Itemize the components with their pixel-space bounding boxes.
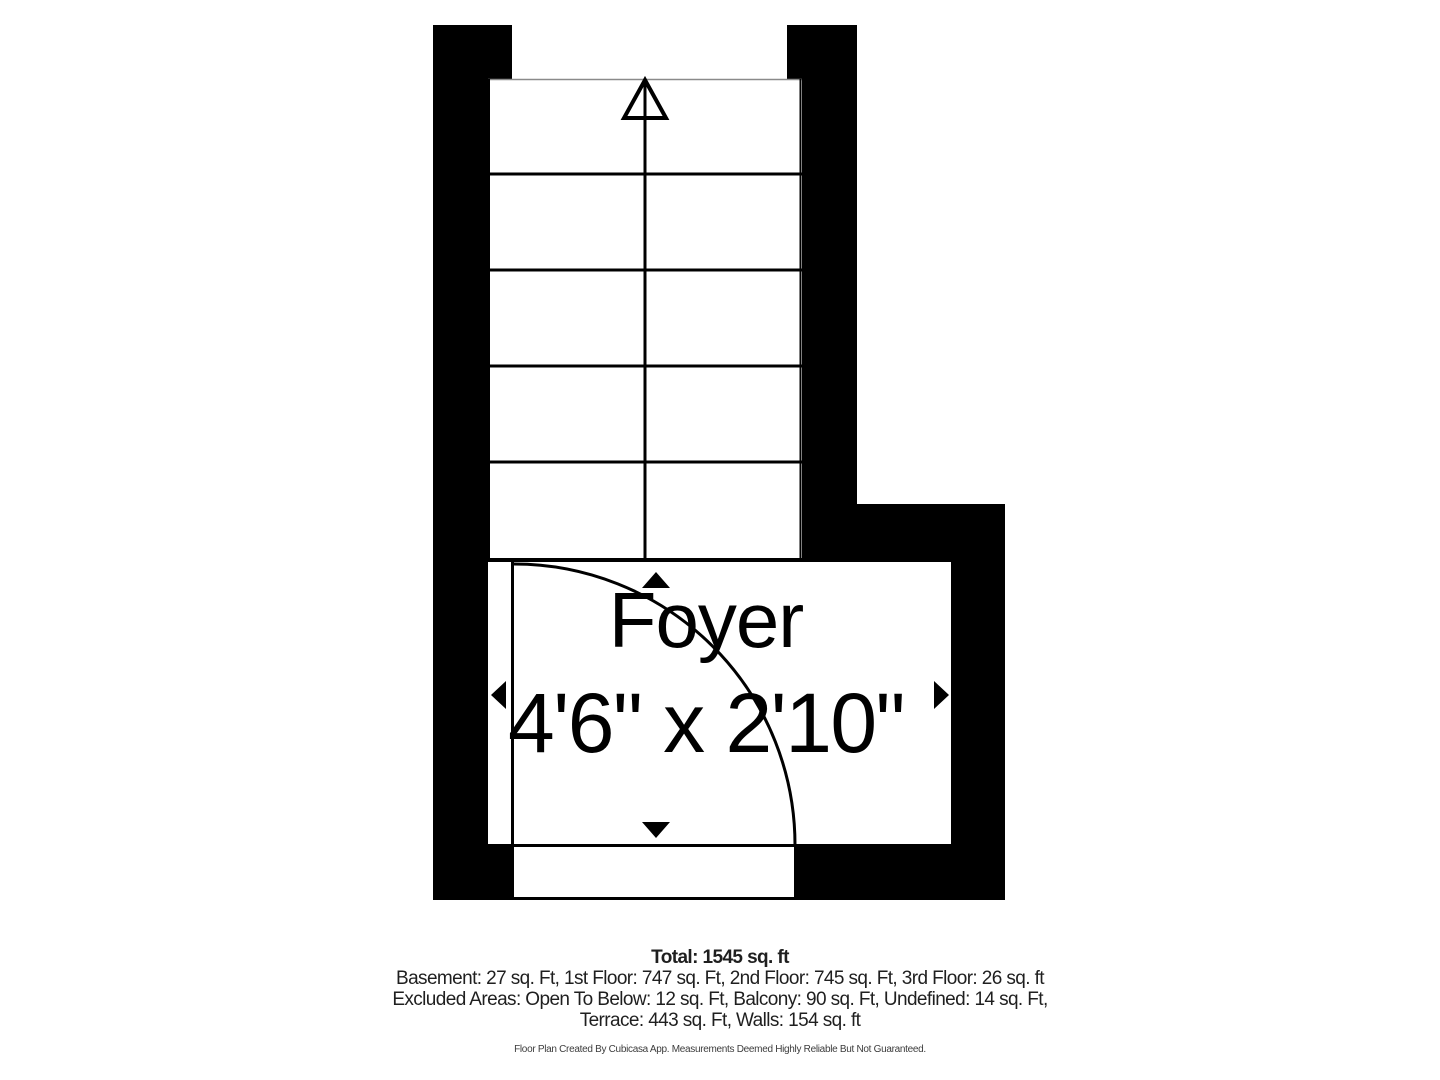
total-area-text: Total: 1545 sq. ft [651,947,789,968]
floor-areas-text: Basement: 27 sq. Ft, 1st Floor: 747 sq. Ft, 2nd Floor: 745 sq. Ft, 3rd Floor: 26 sq. ft [396,968,1044,989]
wall-right-extension [857,504,1005,560]
disclaimer-text: Floor Plan Created By Cubicasa App. Measurements Deemed Highly Reliable But Not Guaranteed. [514,1044,926,1055]
doorway-opening [514,847,794,897]
area-summary [0,947,1440,1031]
excluded-areas-text-2: Terrace: 443 sq. Ft, Walls: 154 sq. ft [579,1010,861,1031]
wall-left [433,79,488,900]
wall-right-upper [802,79,857,560]
room-label: Foyer [608,576,804,664]
wall-top-left [433,25,512,79]
excluded-areas-text: Excluded Areas: Open To Below: 12 sq. Ft, Balcony: 90 sq. Ft, Undefined: 14 sq. Ft, [392,989,1048,1010]
wall-top-right [787,25,857,79]
room-dimensions: 4'6" x 2'10" [508,676,904,770]
dimension-arrow-down-icon [642,822,670,838]
